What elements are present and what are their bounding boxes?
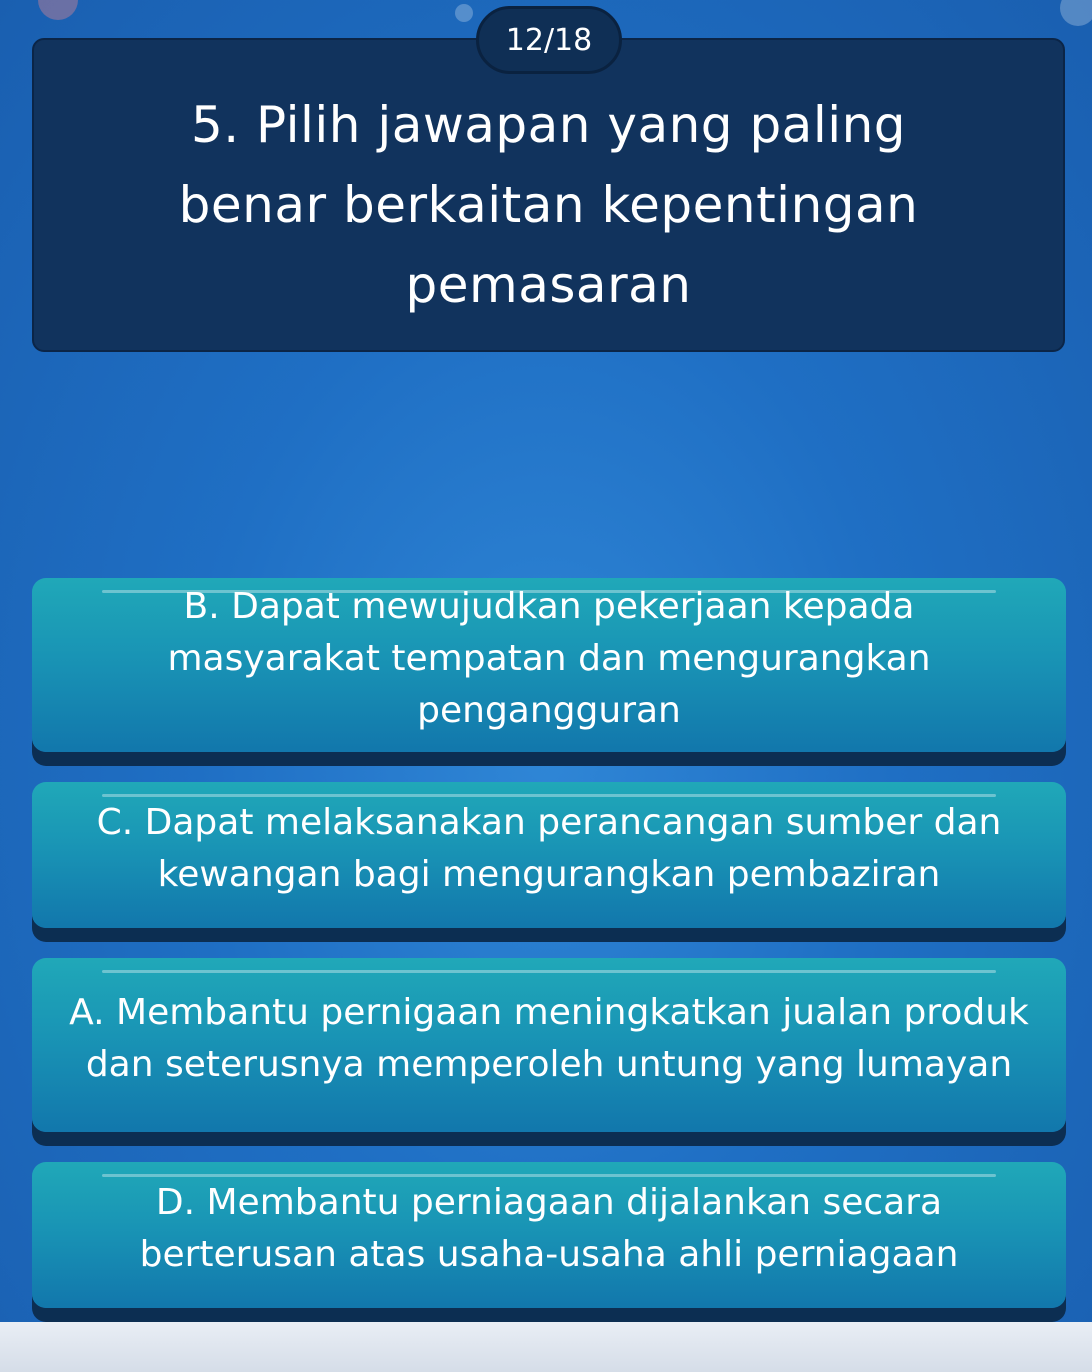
background-sparkle <box>38 0 78 20</box>
background-sparkle <box>1060 0 1092 26</box>
bottom-bar <box>0 1322 1092 1372</box>
question-counter-badge <box>476 6 622 74</box>
answer-option-label: C. Dapat melaksanakan perancangan sumber dan kewangan bagi mengurangkan pembaziran <box>96 802 1002 895</box>
answer-option-label: B. Dapat mewujudkan pekerjaan kepada masyarakat tempatan dan mengurangkan pengangguran <box>167 586 931 731</box>
background-sparkle <box>455 4 473 22</box>
question-text: 5. Pilih jawapan yang paling benar berkaitan kepentingan pemasaran <box>178 96 919 314</box>
question-counter: 12/18 <box>505 22 593 58</box>
answer-option-b[interactable] <box>32 578 1066 752</box>
answer-option-d[interactable] <box>32 1162 1066 1308</box>
answer-option-c[interactable] <box>32 782 1066 928</box>
answer-option-label: D. Membantu perniagaan dijalankan secara berterusan atas usaha-usaha ahli perniagaan <box>139 1182 959 1275</box>
question-card <box>32 38 1065 352</box>
answer-option-label: A. Membantu pernigaan meningkatkan jualan produk dan seterusnya memperoleh untung yang lumayan <box>69 992 1029 1085</box>
answer-option-a[interactable] <box>32 958 1066 1132</box>
